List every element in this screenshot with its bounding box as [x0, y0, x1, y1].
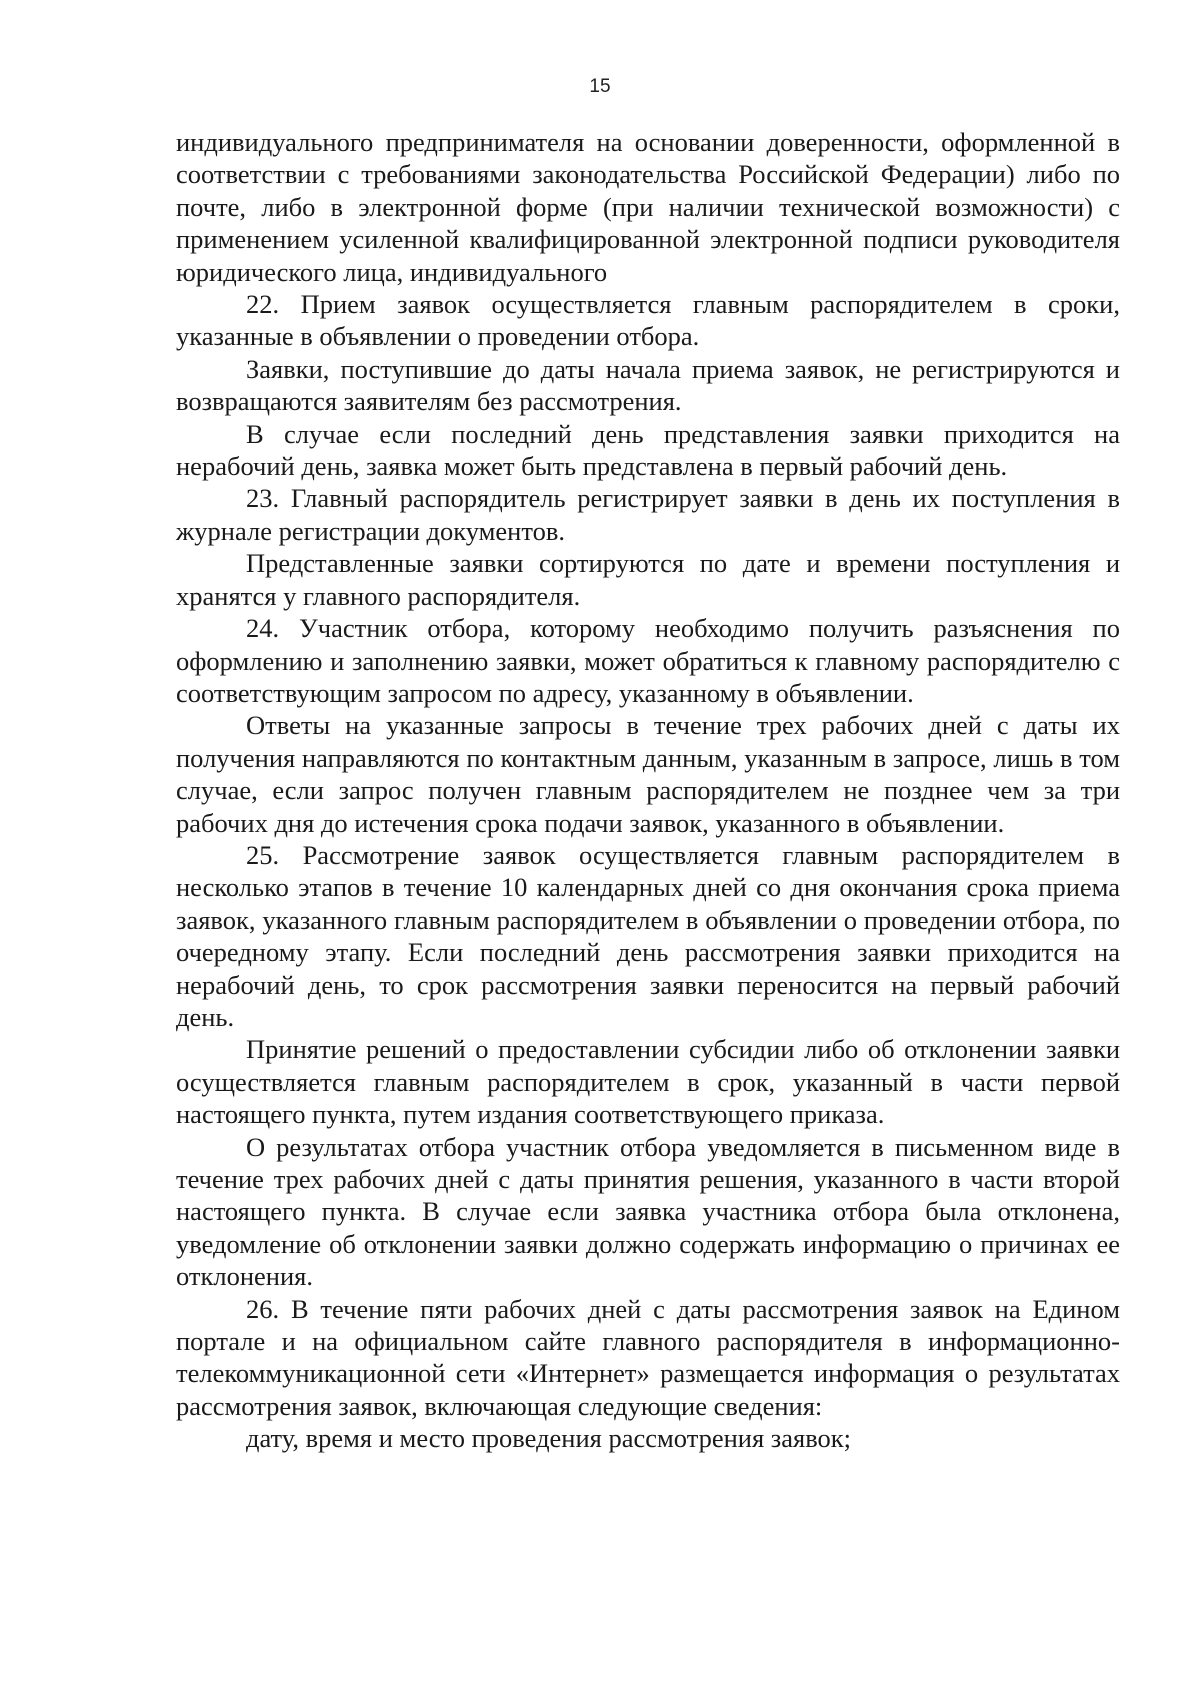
page-number: 15	[589, 76, 611, 97]
paragraph-answers: Ответы на указанные запросы в течение трех рабочих дней с даты их получения направляются по контактным данным, указанным в запросе, лишь в том случае, если запрос получен главным распорядителем не позднее чем за три рабочих дня до истечения срока подачи заявок, указанного в объявлении.	[176, 710, 1120, 838]
document-body	[176, 126, 1120, 1455]
paragraph-list-item-date: дату, время и место проведения рассмотрения заявок;	[246, 1423, 852, 1454]
paragraph-clause-23: 23. Главный распорядитель регистрирует заявки в день их поступления в журнале регистрации документов.	[176, 483, 1120, 546]
paragraph-clause-22: 22. Прием заявок осуществляется главным распорядителем в сроки, указанные в объявлении о проведении отбора.	[176, 289, 1120, 352]
paragraph-early-applications: Заявки, поступившие до даты начала приема заявок, не регистрируются и возвращаются заявителям без рассмотрения.	[176, 353, 1120, 417]
paragraph-continuation: индивидуального предпринимателя на основании доверенности, оформленной в соответствии с требованиями законодательства Российской Федерации) либо по почте, либо в электронной форме (при наличии технической возможности) с применением усиленной квалифицированной электронной подписи руководителя юридического лица, индивидуального	[176, 127, 1120, 287]
paragraph-clause-24: 24. Участник отбора, которому необходимо получить разъяснения по оформлению и заполнению заявки, может обратиться к главному распорядителю с соответствующим запросом по адресу, указанному в объявлении.	[176, 613, 1120, 708]
paragraph-decisions: Принятие решений о предоставлении субсидии либо об отклонении заявки осуществляется главным распорядителем в срок, указанный в части первой настоящего пункта, путем издания соответствующего приказа.	[176, 1034, 1120, 1130]
paragraph-nonworking-day: В случае если последний день представления заявки приходится на нерабочий день, заявка может быть представлена в первый рабочий день.	[176, 418, 1120, 482]
paragraph-sorting: Представленные заявки сортируются по дате и времени поступления и хранятся у главного распорядителя.	[176, 548, 1120, 611]
paragraph-clause-25: 25. Рассмотрение заявок осуществляется главным распорядителем в несколько этапов в течение 10 календарных дней со дня окончания срока приема заявок, указанного главным распорядителем в объявлении о проведении отбора, по очередному этапу. Если последний день рассмотрения заявки приходится на нерабочий день, то срок рассмотрения заявки переносится на первый рабочий день.	[176, 839, 1120, 1032]
paragraph-notification: О результатах отбора участник отбора уведомляется в письменном виде в течение трех рабочих дней с даты принятия решения, указанного в части второй настоящего пункта. В случае если заявка участника отбора была отклонена, уведомление об отклонении заявки должно содержать информацию о причинах ее отклонения.	[176, 1131, 1120, 1292]
paragraph-clause-26: 26. В течение пяти рабочих дней с даты рассмотрения заявок на Едином портале и на официальном сайте главного распорядителя в информационно-телекоммуникационной сети «Интернет» размещается информация о результатах рассмотрения заявок, включающая следующие сведения:	[176, 1293, 1120, 1421]
